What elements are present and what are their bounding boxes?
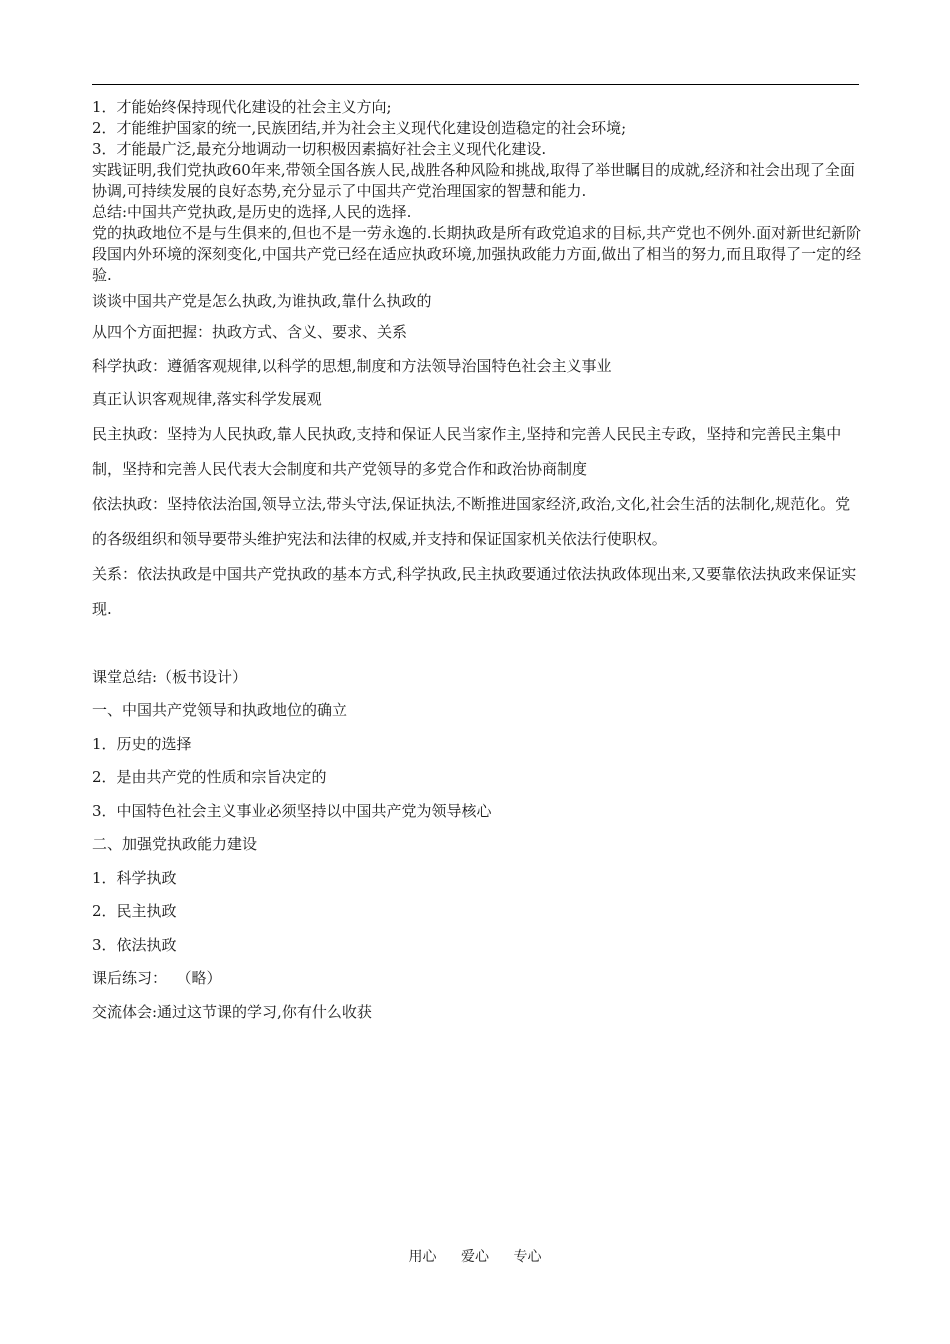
text-paragraph: 依法执政：坚持依法治国,领导立法,带头守法,保证执法,不断推进国家经济,政治,文化,社会生活的法制化,规范化。党的各级组织和领导要带头维护宪法和法律的权威,并支持和保证国家机关依法行使职权。 [92,494,851,548]
text-paragraph: 民主执政：坚持为人民执政,靠人民执政,支持和保证人民当家作主,坚持和完善人民民主专政，坚持和完善民主集中制，坚持和完善人民代表大会制度和共产党领导的多党合作和政治协商制度 [92,424,842,478]
document-body [92,97,862,1029]
text-line: 2．才能维护国家的统一,民族团结,并为社会主义现代化建设创造稳定的社会环境; [92,119,627,137]
text-line: 1．才能始终保持现代化建设的社会主义方向; [92,98,392,116]
page-footer [0,1246,950,1266]
text-line: 一、中国共产党领导和执政地位的确立 [92,701,348,719]
text-line: 科学执政：遵循客观规律,以科学的思想,制度和方法领导治国特色社会主义事业 [92,356,612,375]
header-rule [92,84,859,85]
intro-section [92,97,862,316]
text-line: 3．依法执政 [92,935,177,954]
governance-section [92,316,862,627]
text-line: 课后练习： （略） [92,969,222,987]
text-line: 课堂总结:（板书设计） [92,667,248,686]
text-line: 2．民主执政 [92,902,177,920]
text-line: 总结:中国共产党执政,是历史的选择,人民的选择. [92,203,412,221]
summary-section [92,661,862,1030]
text-paragraph: 实践证明,我们党执政60年来,带领全国各族人民,战胜各种风险和挑战,取得了举世瞩目的成就,经济和社会出现了全面协调,可持续发展的良好态势,充分显示了中国共产党治理国家的智慧和能力. [92,161,855,200]
footer-item: 用心 [408,1249,437,1265]
footer-item: 爱心 [461,1249,489,1265]
text-line: 3．中国特色社会主义事业必须坚持以中国共产党为领导核心 [92,801,492,820]
footer-item: 专心 [513,1249,542,1265]
text-paragraph: 党的执政地位不是与生俱来的,但也不是一劳永逸的.长期执政是所有政党追求的目标,共产党也不例外.面对新世纪新阶段国内外环境的深刻变化,中国共产党已经在适应执政环境,加强执政能力方面,做出了相当的努力,而且取得了一定的经验. [92,224,862,284]
text-line: 1．历史的选择 [92,734,192,753]
text-paragraph: 关系：依法执政是中国共产党执政的基本方式,科学执政,民主执政要通过依法执政体现出来,又要靠依法执政来保证实现. [92,564,857,618]
text-line: 从四个方面把握：执政方式、含义、要求、关系 [92,323,408,341]
text-line: 1．科学执政 [92,868,177,887]
text-line: 3．才能最广泛,最充分地调动一切积极因素搞好社会主义现代化建设. [92,140,547,158]
text-line: 交流体会:通过这节课的学习,你有什么收获 [92,1002,372,1021]
text-line: 二、加强党执政能力建设 [92,835,258,853]
text-line: 谈谈中国共产党是怎么执政,为谁执政,靠什么执政的 [92,292,432,310]
section-gap [92,627,862,661]
text-line: 真正认识客观规律,落实科学发展观 [92,390,322,408]
text-line: 2．是由共产党的性质和宗旨决定的 [92,768,327,786]
